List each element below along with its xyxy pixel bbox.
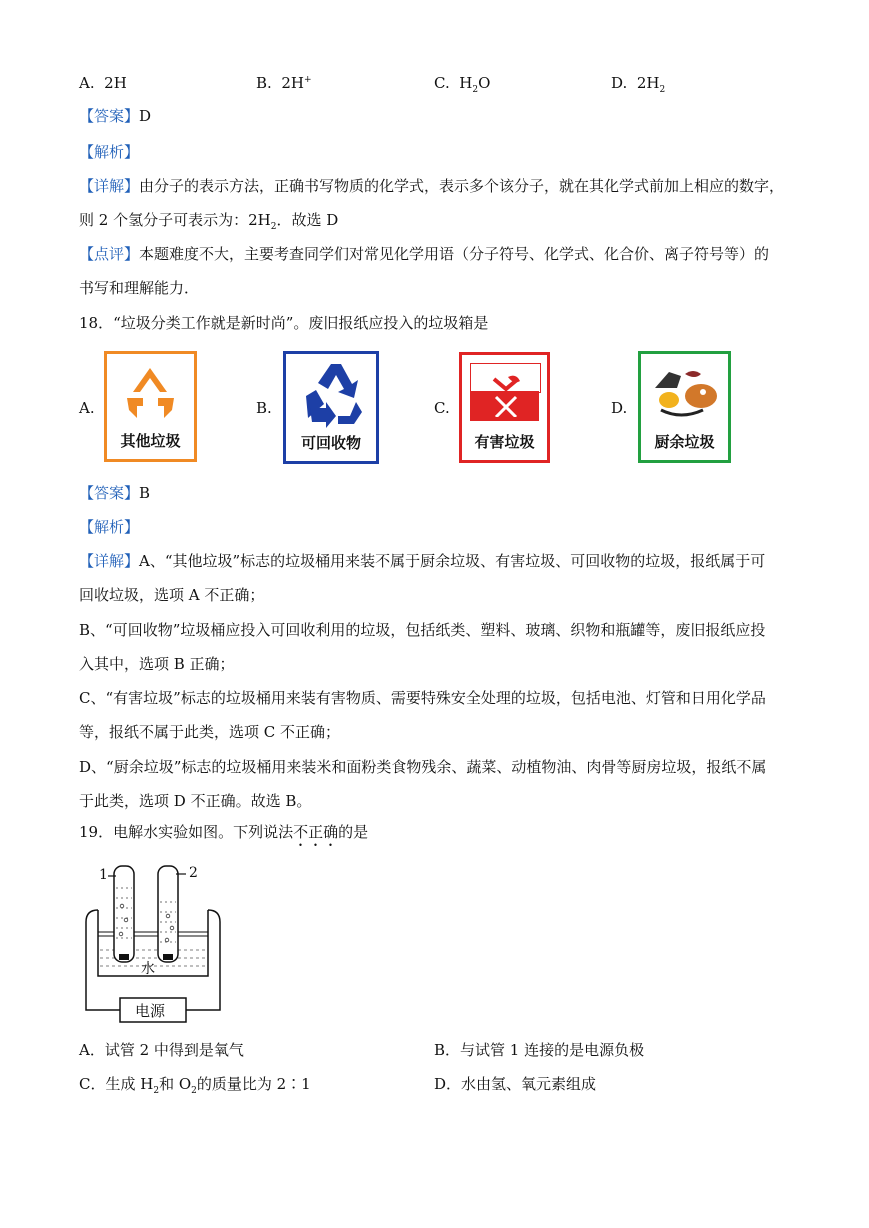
hazardous-waste-sign bbox=[459, 352, 550, 463]
kitchen-waste-label: 厨余垃圾 bbox=[654, 433, 715, 451]
q17-answer: 【答案】D bbox=[79, 107, 152, 125]
q18-detail-line8: 于此类，选项 D 不正确。故选 B。 bbox=[79, 792, 312, 810]
q18-letter-c: C. bbox=[434, 399, 450, 417]
q17-comment-line2: 书写和理解能力． bbox=[79, 279, 200, 297]
recyclable-label: 可回收物 bbox=[300, 434, 361, 452]
hazardous-icon bbox=[486, 373, 526, 417]
q17-option-b: B. 2H+ bbox=[256, 74, 312, 92]
q17-detail-line2: 则 2 个氢分子可表示为：$2H_2$．故选 D bbox=[79, 211, 339, 232]
recycle-icon bbox=[286, 358, 376, 432]
kitchen-waste-icon bbox=[641, 358, 728, 430]
kitchen-waste-sign bbox=[638, 351, 731, 463]
q18-detail-line6: 等，报纸不属于此类，选项 C 不正确； bbox=[79, 723, 341, 741]
q19-option-b: B．与试管 1 连接的是电源负极 bbox=[434, 1041, 645, 1059]
power-source-label: 电源 bbox=[135, 1002, 166, 1020]
other-waste-label: 其他垃圾 bbox=[120, 432, 181, 450]
q18-letter-b: B. bbox=[256, 399, 272, 417]
q17-option-a: A. 2H bbox=[79, 74, 127, 92]
q19-option-c: C．生成 $H_2$和 $O_2$的质量比为 2∶1 bbox=[79, 1075, 311, 1096]
q18-stem: 18．“垃圾分类工作就是新时尚”。废旧报纸应投入的垃圾箱是 bbox=[79, 314, 489, 332]
q17-option-c: C. $H_2O$ bbox=[434, 74, 491, 95]
q18-letter-a: A. bbox=[79, 399, 95, 417]
q19-option-a: A．试管 2 中得到是氧气 bbox=[79, 1041, 244, 1059]
q17-analysis-tag: 【解析】 bbox=[79, 143, 140, 161]
q18-detail-line4: 入其中，选项 B 正确； bbox=[79, 655, 235, 673]
tube-2-label: 2 bbox=[189, 865, 198, 881]
q17-option-d: D. $2H_2$ bbox=[611, 74, 666, 95]
other-waste-sign bbox=[104, 351, 197, 462]
other-waste-icon bbox=[107, 360, 194, 430]
electrolysis-diagram bbox=[78, 858, 228, 1028]
tube-1-label: 1 bbox=[99, 867, 108, 883]
q19-option-d: D．水由氢、氧元素组成 bbox=[434, 1075, 597, 1093]
q18-detail-line3: B、“可回收物”垃圾桶应投入可回收利用的垃圾，包括纸类、塑料、玻璃、织物和瓶罐等，废旧报纸应投 bbox=[79, 621, 766, 639]
hazardous-label: 有害垃圾 bbox=[474, 433, 535, 451]
water-label: 水 bbox=[141, 961, 155, 977]
q18-detail-line5: C、“有害垃圾”标志的垃圾桶用来装有害物质、需要特殊安全处理的垃圾，包括电池、灯管和日用化学品 bbox=[79, 689, 766, 707]
q18-letter-d: D. bbox=[611, 399, 628, 417]
recyclable-sign bbox=[283, 351, 379, 464]
q17-detail-line1: 【详解】由分子的表示方法，正确书写物质的化学式，表示多个该分子，就在其化学式前加上相应的数字， bbox=[79, 177, 785, 195]
q18-detail-line1: 【详解】A、“其他垃圾”标志的垃圾桶用来装不属于厨余垃圾、有害垃圾、可回收物的垃圾，报纸属于可 bbox=[79, 552, 766, 570]
q18-analysis-tag: 【解析】 bbox=[79, 518, 140, 536]
q18-answer: 【答案】B bbox=[79, 484, 151, 502]
q18-detail-line2: 回收垃圾，选项 A 不正确； bbox=[79, 586, 265, 604]
q17-comment-line1: 【点评】本题难度不大，主要考查同学们对常见化学用语（分子符号、化学式、化合价、离子符号等）的 bbox=[79, 245, 770, 263]
q19-stem: 19．电解水实验如图。下列说法不正确的是 bbox=[79, 823, 369, 841]
q18-detail-line7: D、“厨余垃圾”标志的垃圾桶用来装米和面粉类食物残余、蔬菜、动植物油、肉骨等厨房垃圾，报纸不属 bbox=[79, 758, 767, 776]
